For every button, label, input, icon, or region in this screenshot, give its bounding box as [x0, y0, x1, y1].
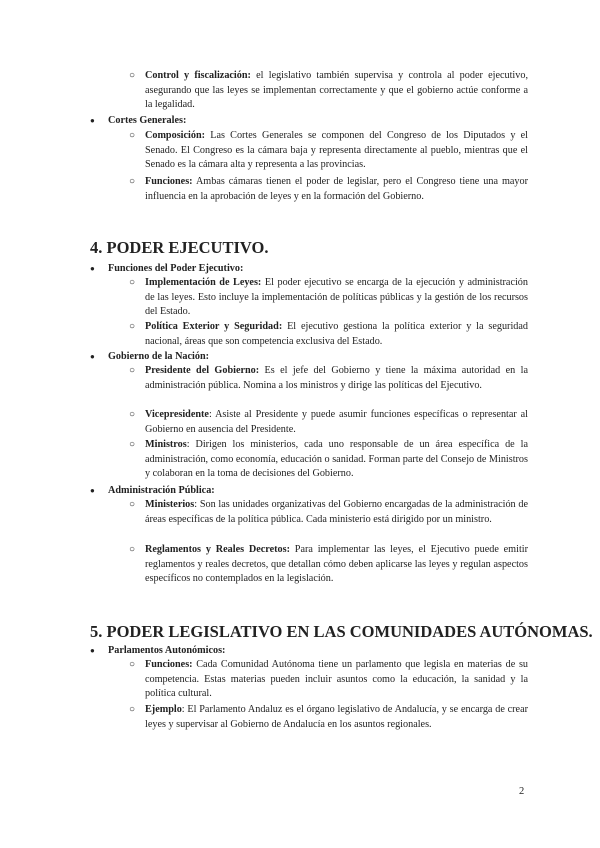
- item-text: Ambas cámaras tienen el poder de legislar, pero el Congreso tiene una mayor influencia en la aprobación de leyes y en la formación del Gobierno.: [145, 176, 528, 202]
- circle-bullet-icon: ○: [129, 365, 136, 376]
- disc-bullet-icon: ●: [90, 486, 95, 495]
- list-item: [129, 129, 528, 173]
- circle-bullet-icon: ○: [129, 439, 136, 450]
- group-label: Administración Pública:: [108, 485, 215, 496]
- item-text: : Asiste al Presidente y puede asumir funciones específicas o representar al Gobierno en ausencia del Presidente.: [145, 409, 528, 435]
- item-text: Cada Comunidad Autónoma tiene un parlamento que legisla en materias de su competencia. Estas materias pueden incluir asuntos como la educación, la sanidad y la política cultural.: [145, 659, 528, 699]
- list-item: [129, 543, 528, 587]
- circle-bullet-icon: ○: [129, 704, 136, 715]
- item-text: Para implementar las leyes, el Ejecutivo puede emitir reglamentos y reales decretos, que detallan cómo deben aplicarse las leyes y regulan aspectos específicos no contemplados en la legislación.: [145, 544, 528, 584]
- group-label: Gobierno de la Nación:: [108, 351, 210, 362]
- list-item: [129, 438, 528, 482]
- list-item: [129, 364, 529, 393]
- page-number: 2: [519, 786, 525, 797]
- circle-bullet-icon: ○: [129, 659, 136, 670]
- item-term: Ejemplo: [145, 704, 182, 715]
- item-term: Funciones:: [145, 176, 193, 187]
- list-item: [129, 498, 528, 527]
- disc-bullet-icon: ●: [90, 352, 95, 361]
- group-label: Cortes Generales:: [108, 115, 187, 126]
- item-text: : Dirigen los ministerios, cada uno responsable de un área específica de la administración, como economía, educación o sanidad. Forman parte del Consejo de Ministros y colaboran en la toma de decisiones del Gobierno.: [145, 439, 528, 479]
- list-item: [129, 408, 528, 437]
- disc-bullet-icon: ●: [90, 646, 95, 655]
- item-text: Es el jefe del Gobierno y tiene la máxima autoridad en la administración pública. Nomina a los ministros y dirige las políticas del Ejecutivo.: [145, 365, 529, 391]
- list-item: [129, 175, 528, 204]
- circle-bullet-icon: ○: [129, 409, 136, 420]
- list-item: [129, 276, 528, 320]
- group-label: Funciones del Poder Ejecutivo:: [108, 263, 244, 274]
- item-term: Ministerios: [145, 499, 195, 510]
- item-text: el legislativo también supervisa y controla al poder ejecutivo, asegurando que las leyes se implementan correctamente y que el gobierno actúe conforme a la legalidad.: [145, 70, 528, 110]
- circle-bullet-icon: ○: [129, 277, 136, 288]
- list-item: [129, 703, 528, 732]
- item-text: : El Parlamento Andaluz es el órgano legislativo de Andalucía, y se encarga de crear leyes y supervisar al Gobierno de Andalucía en los asuntos regionales.: [145, 704, 528, 730]
- section-heading-5: 5. PODER LEGISLATIVO EN LAS COMUNIDADES AUTÓNOMAS.: [90, 622, 593, 641]
- disc-bullet-icon: ●: [90, 264, 95, 273]
- list-item: [129, 658, 528, 702]
- circle-bullet-icon: ○: [129, 176, 136, 187]
- disc-bullet-icon: ●: [90, 116, 95, 125]
- circle-bullet-icon: ○: [129, 544, 136, 555]
- circle-bullet-icon: ○: [129, 499, 136, 510]
- item-term: Reglamentos y Reales Decretos:: [145, 544, 290, 555]
- list-item: [129, 69, 528, 113]
- circle-bullet-icon: ○: [129, 321, 136, 332]
- item-term: Control y fiscalización:: [145, 70, 251, 81]
- item-text: Las Cortes Generales se componen del Congreso de los Diputados y el Senado. El Congreso es la cámara baja y representa directamente al pueblo, mientras que el Senado es la cámara alta y representa a las provincias.: [145, 130, 528, 170]
- item-term: Implementación de Leyes:: [145, 277, 262, 288]
- item-text: El poder ejecutivo se encarga de la ejecución y administración de las leyes. Esto incluye la implementación de políticas públicas y la gestión de los recursos del Estado.: [145, 277, 528, 317]
- item-term: Composición:: [145, 130, 205, 141]
- circle-bullet-icon: ○: [129, 70, 136, 81]
- item-term: Presidente del Gobierno:: [145, 365, 260, 376]
- item-term: Ministros: [145, 439, 187, 450]
- item-term: Vicepresidente: [145, 409, 209, 420]
- list-item: [129, 320, 528, 349]
- item-term: Política Exterior y Seguridad:: [145, 321, 283, 332]
- group-label: Parlamentos Autonómicos:: [108, 645, 226, 656]
- item-term: Funciones:: [145, 659, 193, 670]
- circle-bullet-icon: ○: [129, 130, 136, 141]
- item-text: El ejecutivo gestiona la política exterior y la seguridad nacional, áreas que son competencia exclusiva del Estado.: [145, 321, 528, 347]
- section-heading-4: 4. PODER EJECUTIVO.: [90, 238, 269, 257]
- item-text: : Son las unidades organizativas del Gobierno encargadas de la administración de áreas específicas de la política pública. Cada ministerio está dirigido por un ministro.: [145, 499, 528, 525]
